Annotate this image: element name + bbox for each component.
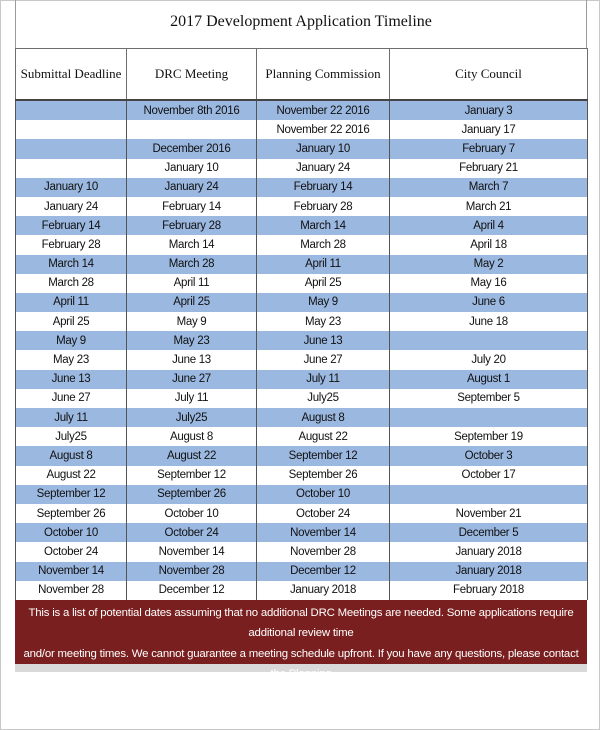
city-council-cell: September 5 (390, 389, 588, 408)
drc-meeting-cell: April 11 (127, 274, 257, 293)
submittal-deadline-cell: October 10 (16, 523, 127, 542)
drc-meeting-cell: February 28 (127, 216, 257, 235)
planning-commission-cell: November 28 (257, 542, 390, 561)
table-row (16, 466, 588, 485)
submittal-deadline-cell: October 24 (16, 542, 127, 561)
submittal-deadline-cell: September 26 (16, 504, 127, 523)
planning-commission-cell: June 27 (257, 350, 390, 369)
planning-commission-cell: February 28 (257, 197, 390, 216)
timeline-table (15, 48, 588, 600)
city-council-cell: May 16 (390, 274, 588, 293)
city-council-cell: July 20 (390, 350, 588, 369)
drc-meeting-cell (127, 120, 257, 139)
planning-commission-cell: March 28 (257, 235, 390, 254)
table-row (16, 562, 588, 581)
drc-meeting-cell: October 10 (127, 504, 257, 523)
note-line: Department at (801) 789-6617 (227, 688, 375, 701)
planning-commission-cell: May 9 (257, 293, 390, 312)
table-row (16, 446, 588, 465)
planning-commission-cell: January 2018 (257, 581, 390, 600)
drc-meeting-cell: July25 (127, 408, 257, 427)
submittal-deadline-cell: August 22 (16, 466, 127, 485)
table-row (16, 274, 588, 293)
city-council-cell: March 7 (390, 178, 588, 197)
city-council-cell (390, 408, 588, 427)
city-council-cell (390, 331, 588, 350)
planning-commission-cell: February 14 (257, 178, 390, 197)
table-row (16, 139, 588, 158)
submittal-deadline-cell: January 24 (16, 197, 127, 216)
planning-commission-cell: July25 (257, 389, 390, 408)
city-council-cell: June 6 (390, 293, 588, 312)
table-row (16, 350, 588, 369)
city-council-cell: April 18 (390, 235, 588, 254)
submittal-deadline-cell: April 11 (16, 293, 127, 312)
planning-commission-cell: November 14 (257, 523, 390, 542)
drc-meeting-cell: November 8th 2016 (127, 100, 257, 120)
city-council-cell: May 2 (390, 255, 588, 274)
header-row (16, 49, 588, 101)
drc-meeting-cell: September 26 (127, 485, 257, 504)
table-row (16, 235, 588, 254)
drc-meeting-cell: January 24 (127, 178, 257, 197)
submittal-deadline-cell: February 14 (16, 216, 127, 235)
submittal-deadline-cell (16, 139, 127, 158)
city-council-cell: February 7 (390, 139, 588, 158)
drc-meeting-cell: May 9 (127, 312, 257, 331)
drc-meeting-cell: October 24 (127, 523, 257, 542)
city-council-cell: February 2018 (390, 581, 588, 600)
table-row (16, 523, 588, 542)
city-council-cell: February 21 (390, 159, 588, 178)
city-council-cell: August 1 (390, 370, 588, 389)
table-row (16, 178, 588, 197)
city-council-cell: December 5 (390, 523, 588, 542)
submittal-deadline-cell (16, 159, 127, 178)
planning-commission-cell: January 10 (257, 139, 390, 158)
submittal-deadline-cell: June 27 (16, 389, 127, 408)
column-header-drc-meeting: DRC Meeting (127, 49, 257, 101)
planning-commission-cell: November 22 2016 (257, 100, 390, 120)
planning-commission-cell: October 10 (257, 485, 390, 504)
planning-commission-cell: January 24 (257, 159, 390, 178)
planning-commission-cell: August 22 (257, 427, 390, 446)
drc-meeting-cell: February 14 (127, 197, 257, 216)
table-row (16, 504, 588, 523)
submittal-deadline-cell: April 25 (16, 312, 127, 331)
drc-meeting-cell: December 12 (127, 581, 257, 600)
drc-meeting-cell: August 22 (127, 446, 257, 465)
planning-commission-cell: April 25 (257, 274, 390, 293)
drc-meeting-cell: August 8 (127, 427, 257, 446)
city-council-cell: October 3 (390, 446, 588, 465)
city-council-cell: October 17 (390, 466, 588, 485)
submittal-deadline-cell: July25 (16, 427, 127, 446)
table-row (16, 159, 588, 178)
drc-meeting-cell: September 12 (127, 466, 257, 485)
table-row (16, 197, 588, 216)
submittal-deadline-cell: May 9 (16, 331, 127, 350)
column-header-city-council: City Council (390, 49, 588, 101)
city-council-cell: January 2018 (390, 542, 588, 561)
table-row (16, 389, 588, 408)
drc-meeting-cell: March 14 (127, 235, 257, 254)
table-row (16, 293, 588, 312)
table-row (16, 581, 588, 600)
city-council-cell: January 17 (390, 120, 588, 139)
submittal-deadline-cell (16, 120, 127, 139)
submittal-deadline-cell: August 8 (16, 446, 127, 465)
planning-commission-cell: September 12 (257, 446, 390, 465)
column-header-planning-commission: Planning Commission (257, 49, 390, 101)
submittal-deadline-cell: November 28 (16, 581, 127, 600)
submittal-deadline-cell (16, 100, 127, 120)
drc-meeting-cell: November 28 (127, 562, 257, 581)
submittal-deadline-cell: January 10 (16, 178, 127, 197)
planning-commission-cell: May 23 (257, 312, 390, 331)
submittal-deadline-cell: July 11 (16, 408, 127, 427)
city-council-cell: November 21 (390, 504, 588, 523)
drc-meeting-cell: April 25 (127, 293, 257, 312)
planning-commission-cell: August 8 (257, 408, 390, 427)
table-row (16, 312, 588, 331)
table-row (16, 331, 588, 350)
table-row (16, 255, 588, 274)
planning-commission-cell: October 24 (257, 504, 390, 523)
city-council-cell (390, 485, 588, 504)
planning-commission-cell: September 26 (257, 466, 390, 485)
timeline-sheet (15, 0, 587, 701)
table-row (16, 427, 588, 446)
planning-commission-cell: June 13 (257, 331, 390, 350)
drc-meeting-cell: January 10 (127, 159, 257, 178)
disclaimer-note (15, 600, 587, 701)
note-line: and/or meeting times. We cannot guarantee a meeting schedule upfront. If you have any questions, please contact the Planning (23, 647, 579, 681)
planning-commission-cell: April 11 (257, 255, 390, 274)
column-header-submittal-deadline: Submittal Deadline (16, 49, 127, 101)
table-row (16, 100, 588, 120)
submittal-deadline-cell: June 13 (16, 370, 127, 389)
city-council-cell: June 18 (390, 312, 588, 331)
table-row (16, 216, 588, 235)
submittal-deadline-cell: September 12 (16, 485, 127, 504)
table-row (16, 485, 588, 504)
drc-meeting-cell: March 28 (127, 255, 257, 274)
table-row (16, 408, 588, 427)
drc-meeting-cell: May 23 (127, 331, 257, 350)
submittal-deadline-cell: November 14 (16, 562, 127, 581)
planning-commission-cell: March 14 (257, 216, 390, 235)
city-council-cell: March 21 (390, 197, 588, 216)
city-council-cell: September 19 (390, 427, 588, 446)
submittal-deadline-cell: February 28 (16, 235, 127, 254)
planning-commission-cell: November 22 2016 (257, 120, 390, 139)
table-row (16, 542, 588, 561)
city-council-cell: January 2018 (390, 562, 588, 581)
city-council-cell: April 4 (390, 216, 588, 235)
table-row (16, 370, 588, 389)
drc-meeting-cell: June 27 (127, 370, 257, 389)
planning-commission-cell: July 11 (257, 370, 390, 389)
drc-meeting-cell: December 2016 (127, 139, 257, 158)
planning-commission-cell: December 12 (257, 562, 390, 581)
submittal-deadline-cell: May 23 (16, 350, 127, 369)
drc-meeting-cell: November 14 (127, 542, 257, 561)
city-council-cell: January 3 (390, 100, 588, 120)
page-title: 2017 Development Application Timeline (15, 0, 587, 48)
submittal-deadline-cell: March 28 (16, 274, 127, 293)
note-line: This is a list of potential dates assuming that no additional DRC Meetings are needed. Some applications require additional review time (28, 606, 574, 640)
drc-meeting-cell: July 11 (127, 389, 257, 408)
timeline-rows (16, 100, 588, 600)
table-row (16, 120, 588, 139)
drc-meeting-cell: June 13 (127, 350, 257, 369)
submittal-deadline-cell: March 14 (16, 255, 127, 274)
